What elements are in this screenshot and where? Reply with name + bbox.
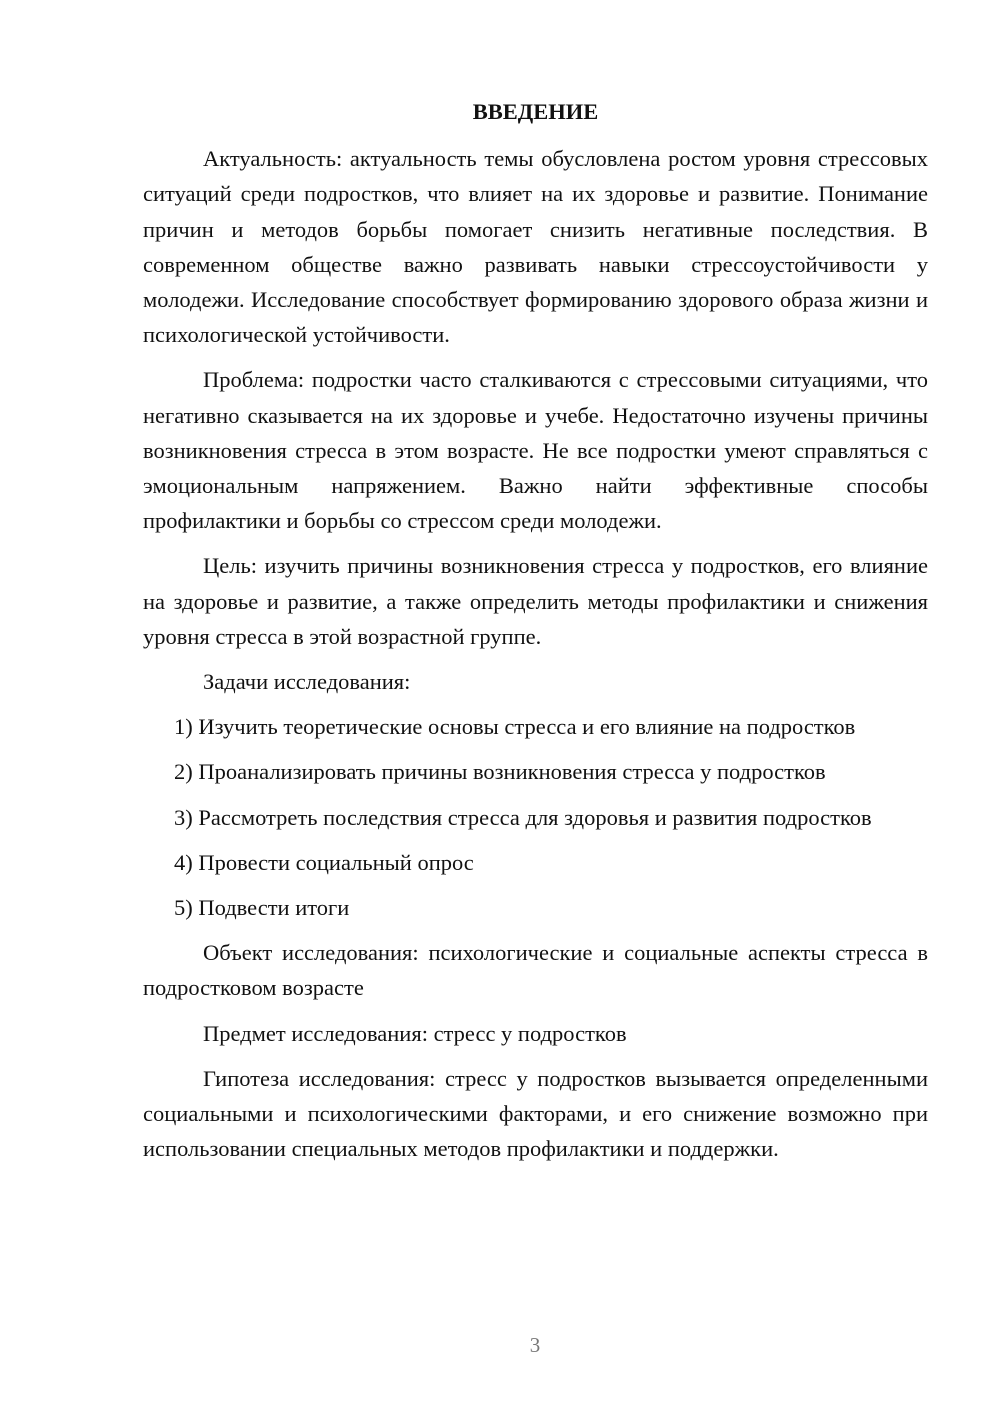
hypothesis-paragraph: Гипотеза исследования: стресс у подростков вызывается определенными социальными и психологическими факторами, и его снижение возможно при использовании специальных методов профилактики и поддержки. <box>143 1065 928 1162</box>
tasks-heading: Задачи исследования: <box>203 669 411 695</box>
task-item-2: 2) Проанализировать причины возникновения стресса у подростков <box>174 759 826 785</box>
page-number: 3 <box>529 1333 541 1357</box>
task-item-3: 3) Рассмотреть последствия стресса для здоровья и развития подростков <box>174 804 872 830</box>
relevance-paragraph: Актуальность: актуальность темы обусловлена ростом уровня стрессовых ситуаций среди подростков, что влияет на их здоровье и развитие. Понимание причин и методов борьбы помогает снизить негативные последствия. В современном обществе важно развивать навыки стрессоустойчивости у молодежи. Исследование способствует формированию здорового образа жизни и психологической устойчивости. <box>143 146 928 348</box>
task-item-1: 1) Изучить теоретические основы стресса и его влияние на подростков <box>174 714 856 740</box>
object-paragraph: Объект исследования: психологические и социальные аспекты стресса в подростковом возрасте <box>143 940 928 1001</box>
task-item-5: 5) Подвести итоги <box>174 895 350 921</box>
problem-paragraph: Проблема: подростки часто сталкиваются с стрессовыми ситуациями, что негативно сказывается на их здоровье и учебе. Недостаточно изучены причины возникновения стресса в этом возрасте. Не все подростки умеют справляться с эмоциональным напряжением. Важно найти эффективные способы профилактики и борьбы со стрессом среди молодежи. <box>143 367 928 534</box>
subject-paragraph: Предмет исследования: стресс у подростков <box>203 1020 627 1046</box>
goal-paragraph: Цель: изучить причины возникновения стресса у подростков, его влияние на здоровье и развитие, а также определить методы профилактики и снижения уровня стресса в этой возрастной группе. <box>143 553 928 649</box>
page-title: ВВЕДЕНИЕ <box>472 99 599 124</box>
document-page <box>143 94 928 1176</box>
task-item-4: 4) Провести социальный опрос <box>174 849 474 875</box>
